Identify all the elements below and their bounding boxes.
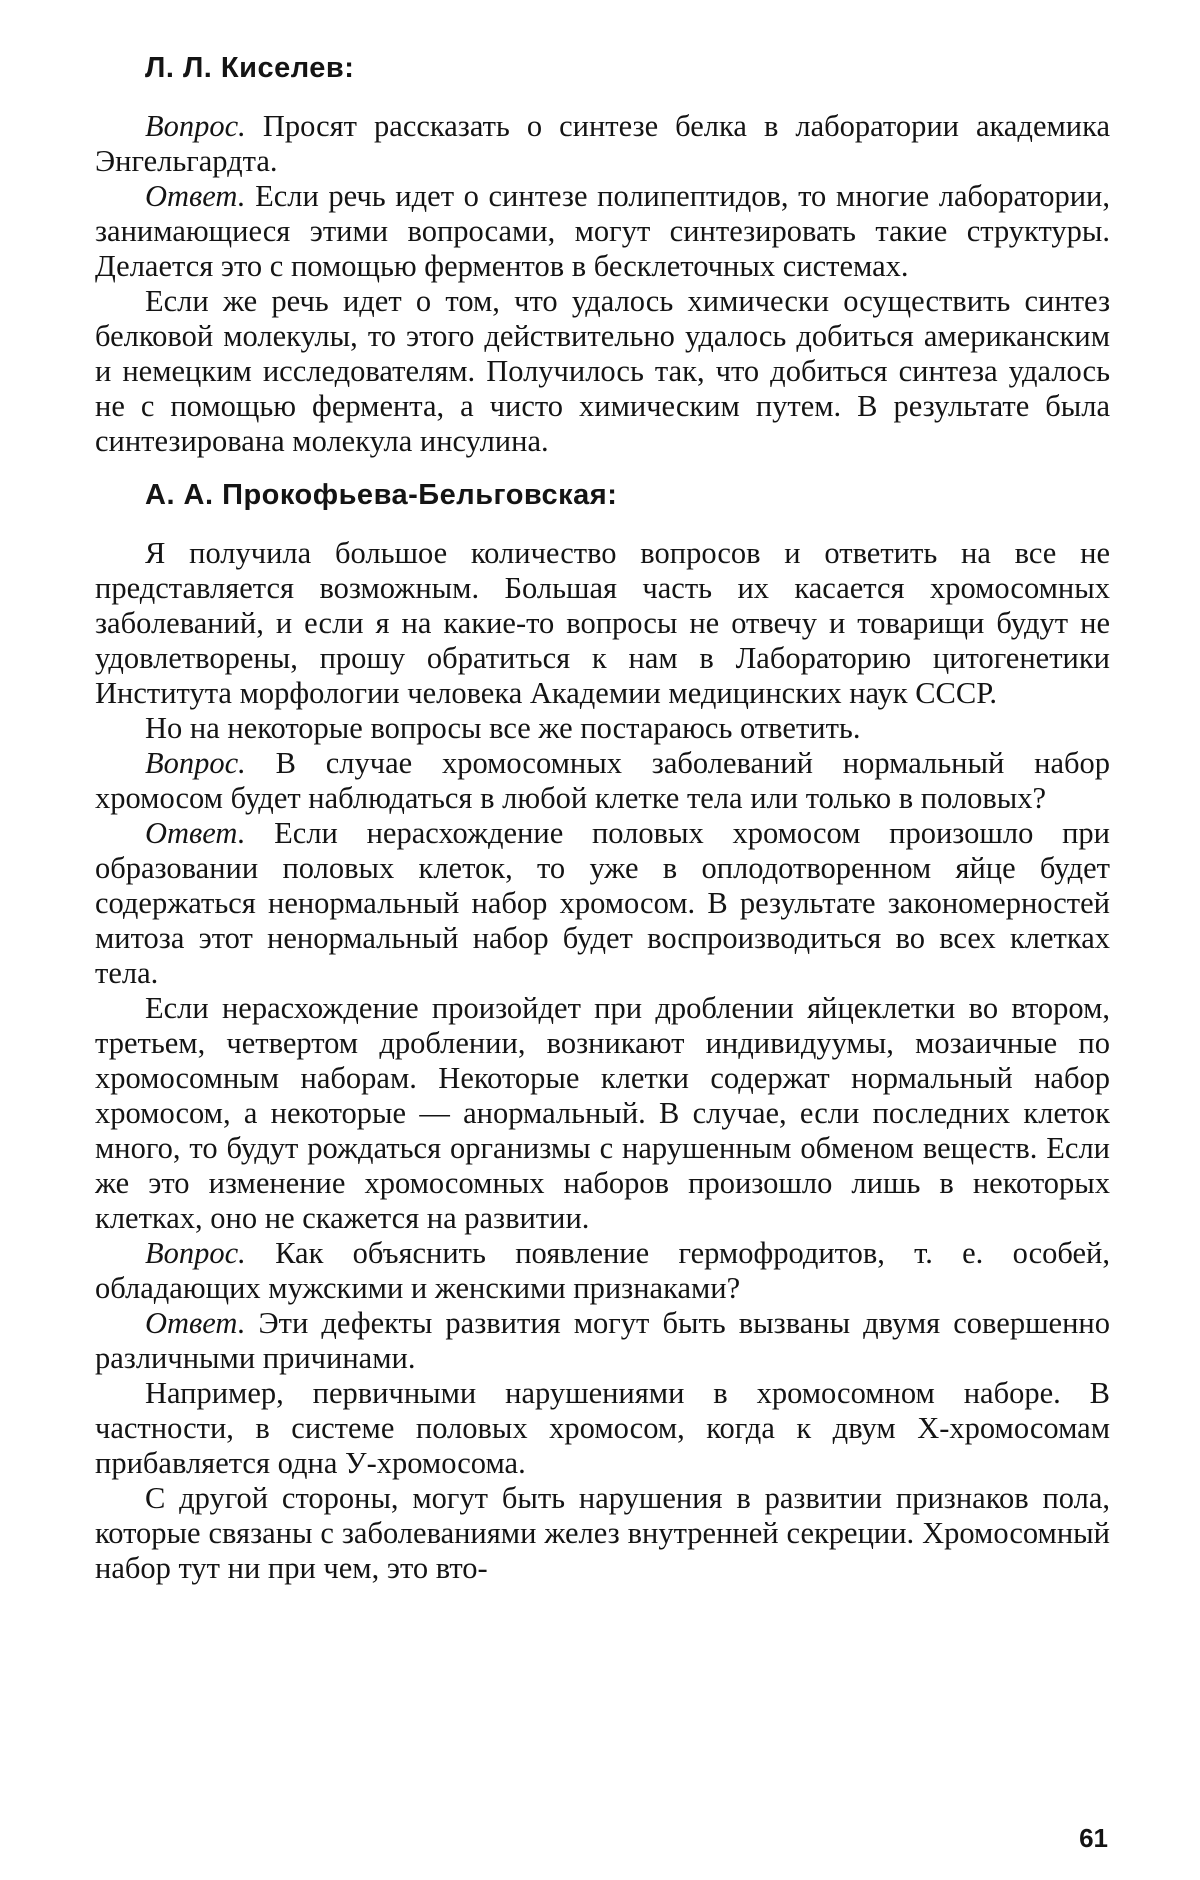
question-label: Вопрос. [145,109,246,143]
answer-label: Ответ. [145,179,246,213]
question-label: Вопрос. [145,1236,246,1270]
paragraph-text: В случае хромосомных заболеваний нормальный набор хромосом будет наблюдаться в любой клетке тела или только в половых? [95,746,1110,815]
paragraph [95,109,1110,179]
page-content [95,52,1110,1586]
paragraph [95,1236,1110,1306]
paragraph-text: Если же речь идет о том, что удалось химически осуществить синтез белковой молекулы, то этого действительно удалось добиться американским и немецким исследователям. Получилось так, что добиться синтеза удалось не с помощью фермента, а чисто химическим путем. В результате была синтезирована молекула инсулина. [95,284,1110,458]
page-number: 61 [1079,1823,1108,1853]
paragraph [95,179,1110,284]
paragraph [95,1306,1110,1376]
paragraph [95,1481,1110,1586]
speaker-heading-kiselev: Л. Л. Киселев: [145,52,355,84]
paragraph-text: Эти дефекты развития могут быть вызваны двумя совершенно различными причинами. [95,1306,1110,1375]
paragraph-text: Просят рассказать о синтезе белка в лаборатории академика Энгельгардта. [95,109,1110,178]
paragraph-text: Если речь идет о синтезе полипептидов, то многие лаборатории, занимающиеся этими вопросами, могут синтезировать такие структуры. Делается это с помощью ферментов в бесклеточных системах. [95,179,1110,283]
paragraph [95,746,1110,816]
paragraph-text: Например, первичными нарушениями в хромосомном наборе. В частности, в системе половых хромосом, когда к двум Х-хромосомам прибавляется одна У-хромосома. [95,1376,1110,1480]
paragraph-text: Я получила большое количество вопросов и ответить на все не представляется возможным. Большая часть их касается хромосомных заболеваний, и если я на какие-то вопросы не отвечу и товарищи будут не удовлетворены, прошу обратиться к нам в Лабораторию цитогенетики Института морфологии человека Академии медицинских наук СССР. [95,536,1110,710]
answer-label: Ответ. [145,1306,246,1340]
paragraph [95,1376,1110,1481]
question-label: Вопрос. [145,746,246,780]
paragraph-text: Если нерасхождение половых хромосом произошло при образовании половых клеток, то уже в оплодотворенном яйце будет содержаться ненормальный набор хромосом. В результате закономерностей митоза этот ненормальный набор будет воспроизводиться во всех клетках тела. [95,816,1110,990]
paragraph-text: Если нерасхождение произойдет при дроблении яйцеклетки во втором, третьем, четвертом дроблении, возникают индивидуумы, мозаичные по хромосомным наборам. Некоторые клетки содержат нормальный набор хромосом, а некоторые — анормальный. В случае, если последних клеток много, то будут рождаться организмы с нарушенным обменом веществ. Если же это изменение хромосомных наборов произошло лишь в некоторых клетках, оно не скажется на развитии. [95,991,1110,1235]
paragraph-text: Но на некоторые вопросы все же постараюсь ответить. [145,711,861,745]
paragraph [95,536,1110,711]
answer-label: Ответ. [145,816,246,850]
paragraph [95,711,1110,746]
paragraph [95,816,1110,991]
speaker-heading-prokofieva: А. А. Прокофьева-Бельговская: [145,479,618,511]
paragraph [95,284,1110,459]
paragraph-text: Как объяснить появление гермофродитов, т. е. особей, обладающих мужскими и женскими признаками? [95,1236,1110,1305]
paragraph [95,991,1110,1236]
paragraph-text: С другой стороны, могут быть нарушения в развитии признаков пола, которые связаны с заболеваниями желез внутренней секреции. Хромосомный набор тут ни при чем, это вто- [95,1481,1110,1585]
